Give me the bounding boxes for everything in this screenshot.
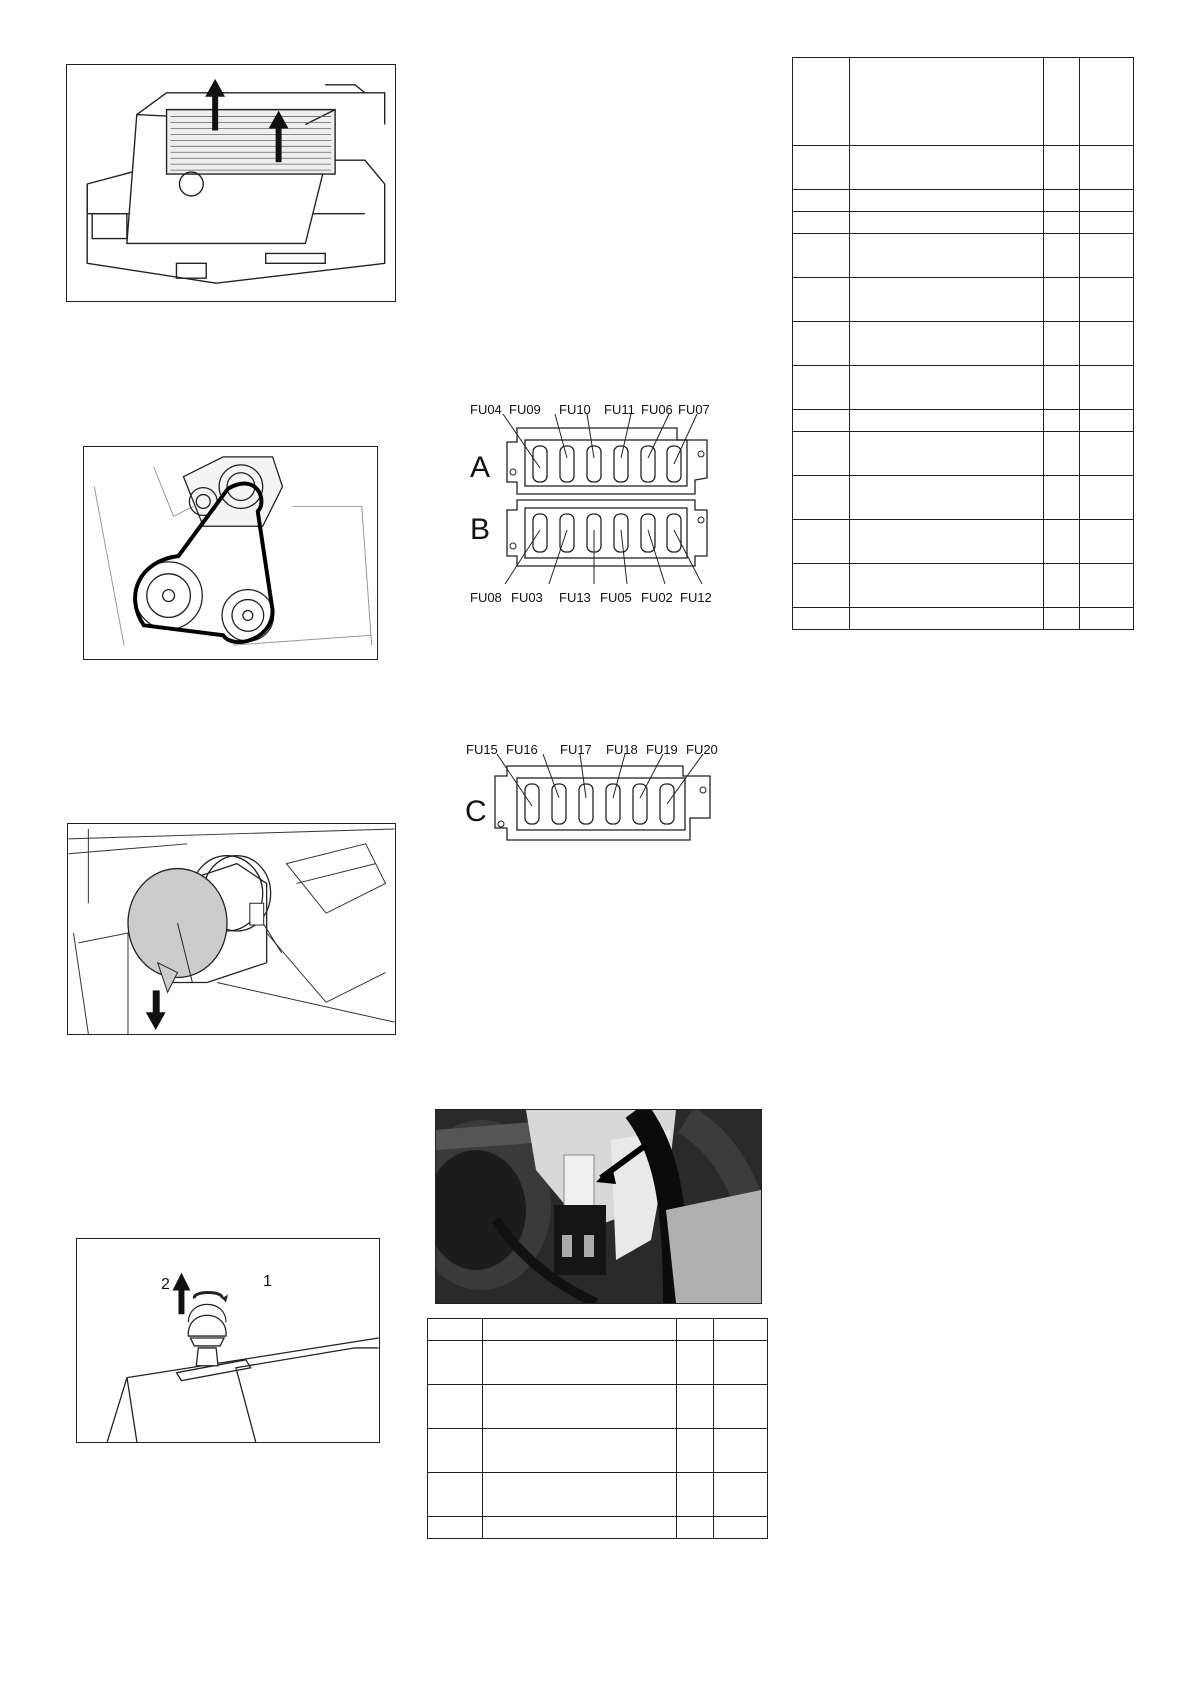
cap-removal-icon [77, 1239, 379, 1442]
fuse-label-fu11: FU11 [604, 402, 635, 417]
table-row [793, 410, 1134, 432]
air-cleaner-icon [68, 824, 395, 1034]
table-row [428, 1385, 768, 1429]
step-1-label: 1 [263, 1273, 272, 1290]
fuse-label-fu04: FU04 [470, 402, 502, 417]
table-row [428, 1341, 768, 1385]
table-row [793, 278, 1134, 322]
fuse-label-fu17: FU17 [560, 742, 592, 757]
drive-belt-figure [83, 446, 378, 660]
step-2-label: 2 [161, 1276, 170, 1293]
table-row [428, 1517, 768, 1539]
panel-c-label: C [465, 795, 487, 828]
table-row [793, 190, 1134, 212]
bottom-table [427, 1318, 768, 1539]
panel-b-label: B [470, 513, 491, 546]
fuse-photo [435, 1109, 762, 1304]
table-row [793, 564, 1134, 608]
fuse-label-fu05: FU05 [600, 590, 632, 605]
fuse-label-fu08: FU08 [470, 590, 502, 605]
right-table [792, 57, 1134, 630]
fuse-label-fu15: FU15 [466, 742, 498, 757]
drive-belt-icon [84, 447, 377, 659]
cap-removal-figure [76, 1238, 380, 1443]
table-row [793, 322, 1134, 366]
table-row [793, 212, 1134, 234]
table-row [793, 608, 1134, 630]
fuse-label-fu20: FU20 [686, 742, 718, 757]
air-cleaner-figure [67, 823, 396, 1035]
fuse-label-fu18: FU18 [606, 742, 638, 757]
table-row [428, 1429, 768, 1473]
fuse-label-fu10: FU10 [559, 402, 591, 417]
cabin-filter-figure [66, 64, 396, 302]
fuse-label-fu16: FU16 [506, 742, 538, 757]
table-row [793, 234, 1134, 278]
fuse-photo-icon [436, 1110, 761, 1303]
fuse-label-fu03: FU03 [511, 590, 543, 605]
fuse-label-fu19: FU19 [646, 742, 678, 757]
table-row [793, 366, 1134, 410]
table-row [793, 476, 1134, 520]
fuse-panel-c [495, 758, 710, 840]
table-row [428, 1473, 768, 1517]
table-row [793, 146, 1134, 190]
table-row [793, 58, 1134, 146]
fuse-label-fu09: FU09 [509, 402, 541, 417]
fuse-label-fu06: FU06 [641, 402, 673, 417]
fuse-label-fu13: FU13 [559, 590, 591, 605]
fuse-panel-a [507, 418, 707, 498]
fuse-label-fu12: FU12 [680, 590, 712, 605]
fuse-panel-b [507, 500, 707, 575]
fuse-label-fu07: FU07 [678, 402, 710, 417]
table-row [793, 432, 1134, 476]
air-filter-removal-icon [67, 65, 395, 301]
panel-a-label: A [470, 451, 491, 484]
fuse-label-fu02: FU02 [641, 590, 673, 605]
table-row [428, 1319, 768, 1341]
table-row [793, 520, 1134, 564]
